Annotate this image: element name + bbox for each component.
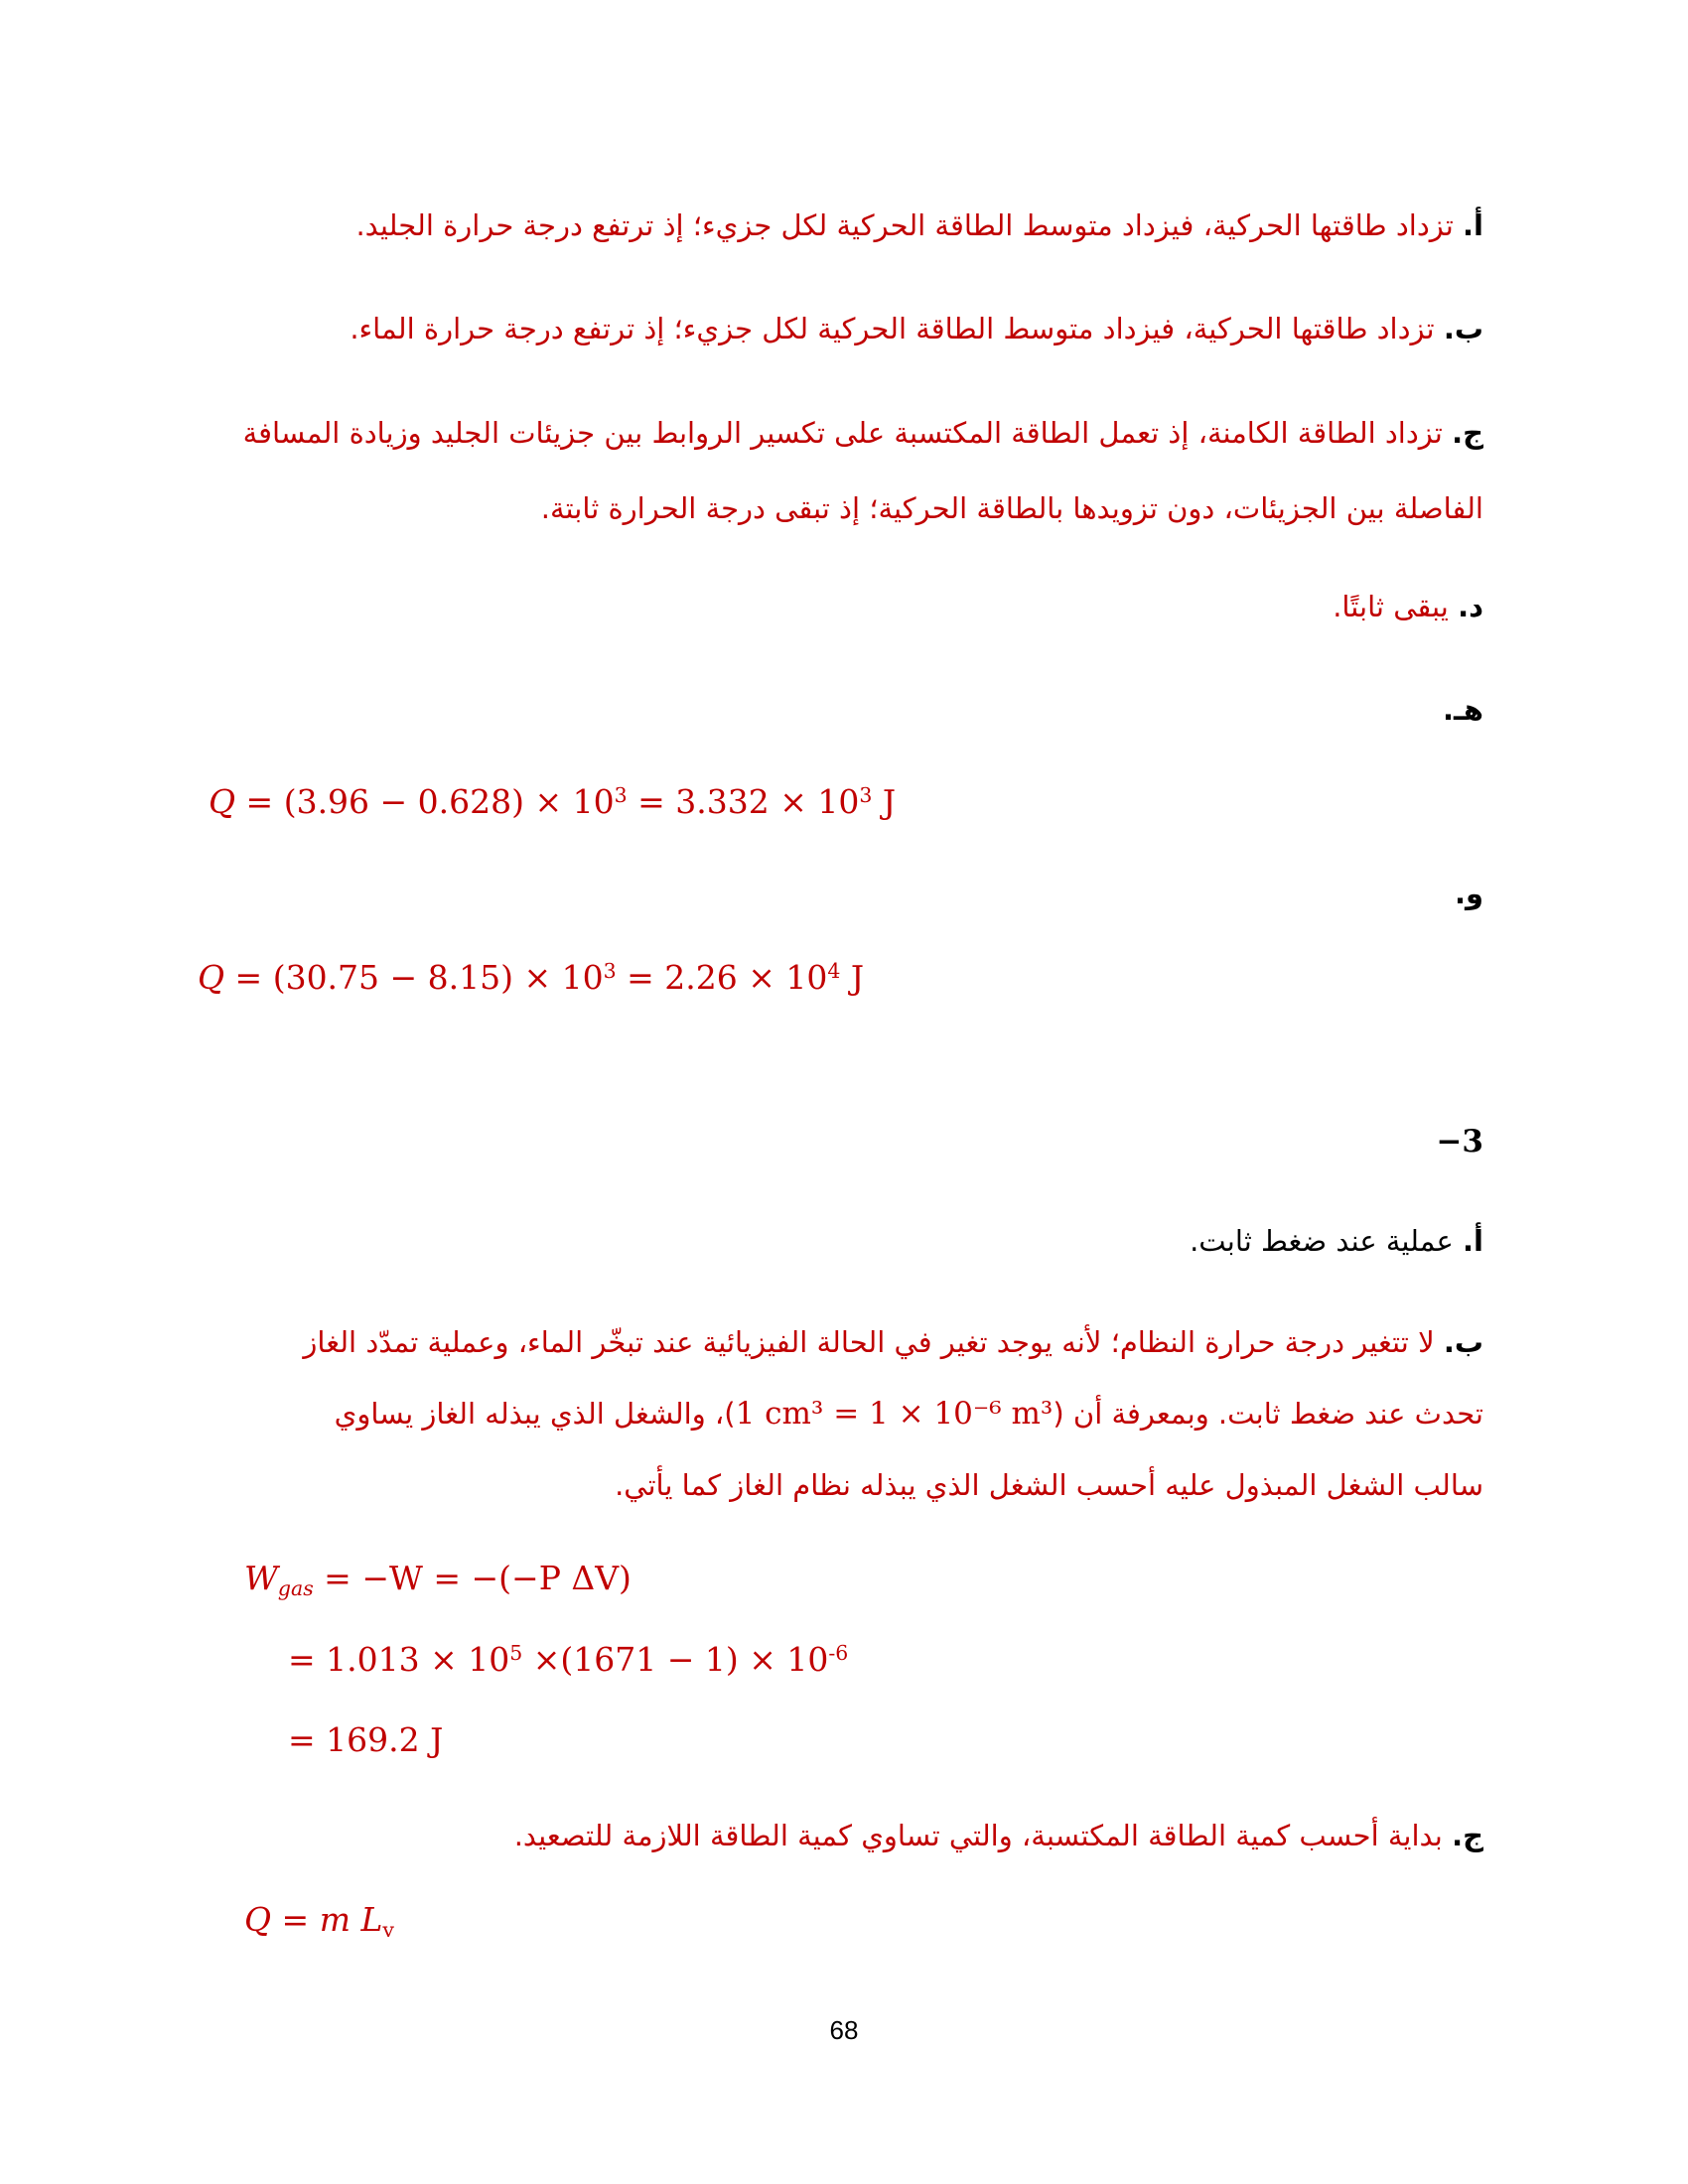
item-label: ج. [1452,416,1483,450]
item-label: د. [1458,590,1483,623]
eq-symbol: Q [244,1900,272,1939]
item-c-line1 [243,413,1483,453]
eq-symbol: W [244,1559,278,1597]
eq-symbol: m [319,1900,351,1939]
item-label: أ. [1463,208,1483,242]
item-text: لا تتغير درجة حرارة النظام؛ لأنه يوجد تغير في الحالة الفيزيائية عند تبخّر الماء، وعملية تمدّد الغاز [303,1325,1444,1359]
eq-symbol: Q [198,958,225,997]
item-text: تحدث عند ضغط ثابت. وبمعرفة أن ( [1053,1397,1483,1431]
eq-expr: = 1.013 × 10 [288,1640,510,1679]
item-a [355,205,1483,245]
eq-exponent: 4 [827,958,841,983]
item-label: و. [1454,877,1483,910]
item-label: هـ. [1442,693,1483,727]
equation-f [198,956,864,1000]
item-label: أ. [1463,1224,1483,1258]
eq-expr: = (30.75 − 8.15) × 10 [224,958,604,997]
work-equation-line2 [288,1638,848,1682]
eq-operator: = [271,1900,320,1939]
item-text: عملية عند ضغط ثابت. [1190,1224,1464,1258]
eq-exponent: 3 [603,958,617,983]
unit-conversion-formula: 1 cm³ = 1 × 10⁻⁶ m³ [735,1396,1054,1432]
item-text: تزداد طاقتها الحركية، فيزداد متوسط الطاقة الحركية لكل جزيء؛ إذ ترتفع درجة حرارة الجليد. [355,208,1464,242]
page-number: 68 [829,2015,859,2045]
item-c-line2: الفاصلة بين الجزيئات، دون تزويدها بالطاقة الحركية؛ إذ تبقى درجة الحرارة ثابتة. [540,491,1483,525]
eq-exponent: 3 [859,782,873,807]
eq-expr: = (3.96 − 0.628) × 10 [235,782,615,821]
q3-item-c [514,1816,1483,1855]
eq-exponent: 5 [509,1640,523,1665]
eq-expr: = −W = −(−P ΔV) [313,1559,632,1597]
eq-result: = 2.26 × 10 [616,958,828,997]
q3-item-b-line3: سالب الشغل المبذول عليه أحسب الشغل الذي يبذله نظام الغاز كما يأتي. [615,1468,1483,1502]
item-e [1443,690,1483,730]
item-label: ب. [1443,312,1483,345]
item-text: تزداد الطاقة الكامنة، إذ تعمل الطاقة المكتسبة على تكسير الروابط بين جزيئات الجليد وزيادة المسافة [242,416,1453,450]
item-b [350,309,1483,348]
item-text: بداية أحسب كمية الطاقة المكتسبة، والتي تساوي كمية الطاقة اللازمة للتصعيد. [513,1819,1453,1852]
eq-symbol: L [360,1900,383,1939]
eq-subscript: gas [277,1576,314,1601]
item-d [1333,587,1483,626]
work-equation-line3: = 169.2 J [288,1720,444,1759]
eq-exponent: 3 [614,782,628,807]
question-3-heading: 3− [1436,1124,1483,1160]
eq-result: = 3.332 × 10 [627,782,860,821]
item-label: ب. [1443,1325,1483,1359]
item-text: )، والشغل الذي يبذله الغاز يساوي [334,1397,736,1431]
work-equation-line1 [244,1557,632,1600]
equation-e [209,780,896,824]
heat-equation [244,1898,394,1942]
q3-item-b-line2 [335,1394,1483,1433]
item-label: ج. [1452,1819,1483,1852]
q3-item-b-line1 [303,1322,1483,1362]
eq-exponent: -6 [828,1640,849,1665]
item-f [1455,874,1483,913]
eq-unit: J [872,782,897,821]
q3-item-a [1190,1221,1483,1261]
item-text: يبقى ثابتًا. [1333,590,1459,623]
eq-expr: ×(1671 − 1) × 10 [522,1640,829,1679]
eq-symbol: Q [209,782,236,821]
eq-subscript: v [382,1918,394,1943]
eq-unit: J [840,958,865,997]
item-text: تزداد طاقتها الحركية، فيزداد متوسط الطاقة الحركية لكل جزيء؛ إذ ترتفع درجة حرارة الماء. [350,312,1444,345]
